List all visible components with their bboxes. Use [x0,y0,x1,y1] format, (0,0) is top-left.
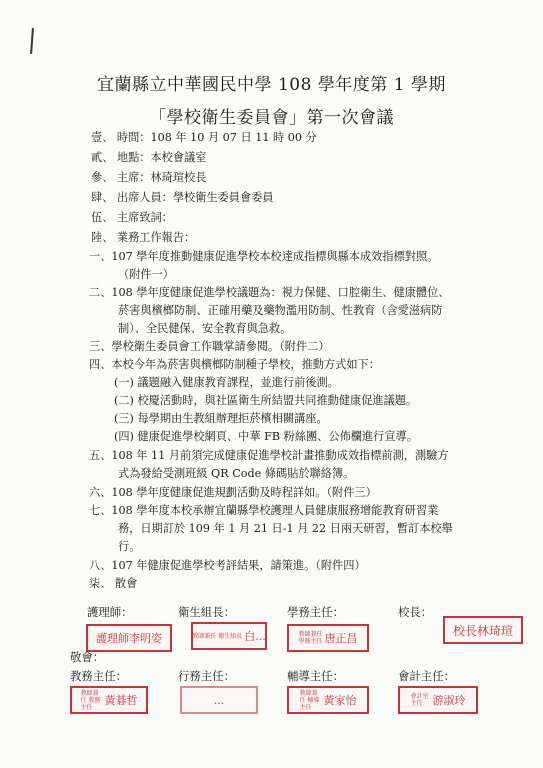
item-5: 五、108 年 11 月前須完成健康促進學校計畫推動成效指標前測，測驗方 [89,449,449,462]
academic-stamp-name: 黃碁哲 [104,694,138,707]
accounting-stamp-title: 會計室 主任 [410,693,429,707]
item-1-cont: （附件一） [118,268,174,281]
student-affairs-label: 學務主任： [287,605,344,619]
health-chief-label: 衛生組長： [178,605,235,619]
item-2-cont: 制）、全民健保、安全教育與急救。 [118,322,292,335]
counseling-stamp-name: 黃家怡 [323,694,357,707]
accounting-label: 會計主任： [398,669,455,683]
academic-stamp [70,686,148,714]
item-6: 六、108 學年度健康促進規劃活動及時程詳如。（附件三） [89,486,377,499]
pen-mark [30,28,34,54]
adjourn: 柒、 散會 [89,577,138,590]
meta-location: 貳、 地點：本校會議室 [91,151,207,164]
item-4-sub: (二) 校慶活動時，與社區衛生所結盟共同推動健康促進議題。 [114,394,418,407]
item-4-sub: (四) 健康促進學校網頁、中華 FB 粉絲團、公佈欄進行宣導。 [114,430,418,443]
health-chief-stamp-title: 教師兼任 衛生組長 [192,632,243,640]
student-affairs-stamp [287,624,369,652]
item-2: 二、108 學年度健康促進學校議題為：視力保健、口腔衛生、健康體位、 [89,286,450,299]
counseling-stamp [287,686,369,714]
general-affairs-label: 行務主任： [178,669,235,683]
academic-label: 教務主任： [70,669,127,683]
student-affairs-stamp-name: 唐正昌 [324,632,358,645]
item-3: 三、學校衛生委員會工作職掌請參閱。（附件二） [89,340,330,353]
respect-label: 敬會： [70,650,105,664]
nurse-stamp: 護理師李明姿 [86,624,172,652]
meta-chair: 參、 主席：林琦瑄校長 [91,171,207,184]
meta-time: 壹、 時間：108 年 10 月 07 日 11 時 00 分 [91,131,317,144]
meta-attendees: 肆、 出席人員：學校衛生委員會委員 [91,191,274,204]
principal-label: 校長： [398,605,433,619]
item-2-cont: 菸害與檳榔防制、正確用藥及藥物濫用防制、性教育（含愛滋病防 [118,304,443,317]
meta-speech: 伍、 主席致詞： [91,211,173,224]
item-1: 一、107 學年度推動健康促進學校本校達成指標與縣本成效指標對照。 [89,250,439,263]
item-4: 四、本校今年為菸害與檳榔防制種子學校，推動方式如下： [89,358,380,371]
academic-stamp-title: 教師兼任 教務主任 [80,689,101,711]
document-title: 宜蘭縣立中華國民中學 108 學年度第 1 學期 [97,75,446,95]
counseling-stamp-title: 教師兼任 輔導主任 [299,689,320,711]
meeting-title: 「學校衛生委員會」第一次會議 [149,108,394,128]
item-8: 八、107 年健康促進學校考評結果，請策進。（附件四） [89,559,366,572]
item-7-cont: 務，日期訂於 109 年 1 月 21 日-1 月 22 日兩天研習，暫訂本校舉 [118,522,453,535]
item-7: 七、108 學年度本校承辦宜蘭縣學校護理人員健康服務增能教育研習業 [89,504,439,517]
health-chief-stamp-name: 白... [244,630,266,643]
health-chief-stamp [191,622,267,650]
nurse-label: 護理師： [87,605,133,619]
accounting-stamp-name: 游淑玲 [432,694,466,707]
principal-stamp: 校長林琦瑄 [443,616,523,644]
item-4-sub: (一) 議題融入健康教育課程，並進行前後測。 [114,376,339,389]
meta-report: 陸、 業務工作報告： [91,231,196,244]
general-affairs-stamp: ... [180,686,258,714]
item-4-sub: (三) 每學期由生教組辦理拒菸檳相關講座。 [114,412,328,425]
accounting-stamp [398,686,478,714]
item-5-cont: 式為發給受測班級 QR Code 條碼貼於聯絡簿。 [118,467,355,480]
counseling-label: 輔導主任： [287,669,344,683]
item-7-cont: 行。 [118,540,141,553]
student-affairs-stamp-title: 教師兼任 學務主任 [298,631,323,645]
